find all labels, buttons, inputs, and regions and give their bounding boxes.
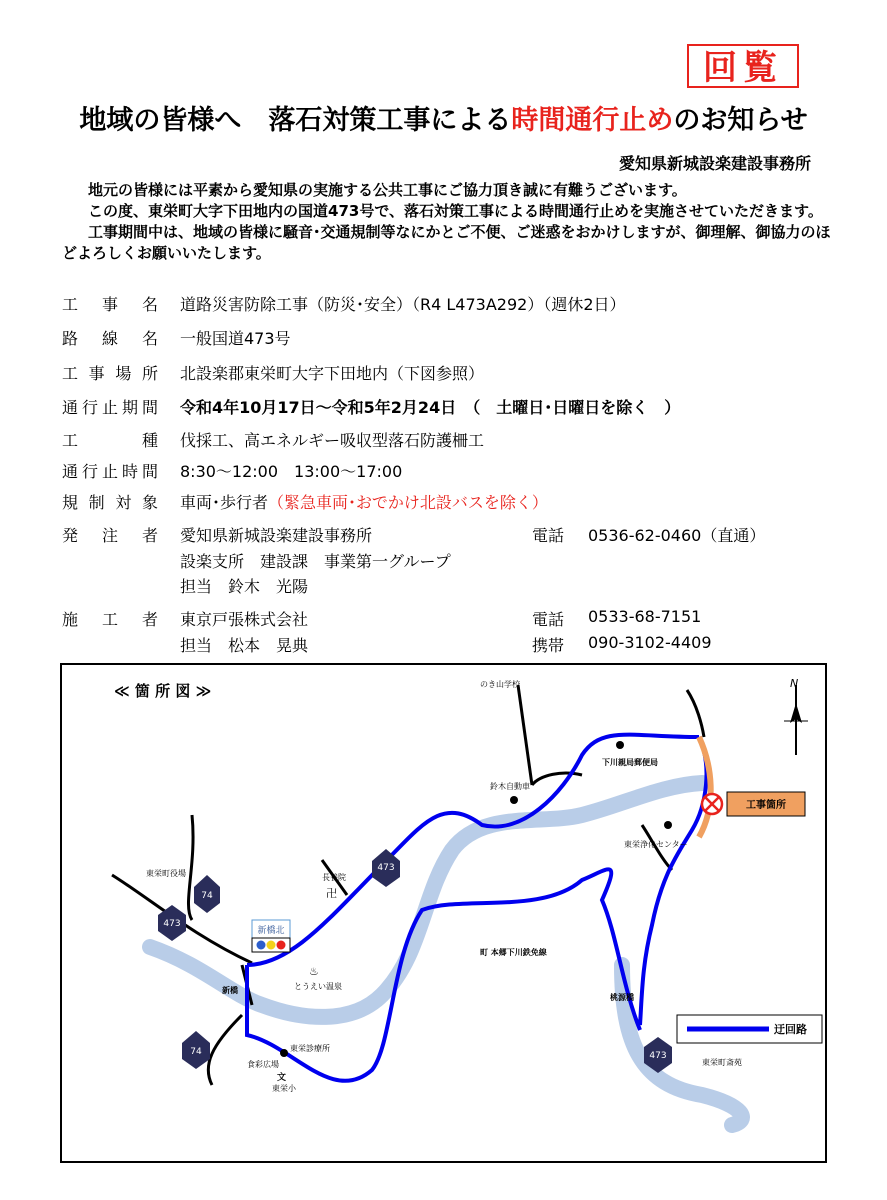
svg-text:74: 74 (190, 1047, 202, 1057)
place-label: 新橋 (222, 986, 238, 995)
value-contractor-line: 東京戸張株式会社 (180, 610, 309, 629)
label-client-tel: 電話 (532, 526, 565, 545)
value-closure-time: 8:30～12:00 13:00～17:00 (180, 462, 403, 481)
value-target (180, 490, 548, 513)
post-office-icon (616, 741, 624, 749)
target-exception: （緊急車両･おでかけ北設バスを除く） (268, 493, 548, 512)
place-label: 東栄浄化センター (624, 840, 688, 849)
value-client-tel: 0536-62-0460（直通） (588, 526, 766, 545)
legend-label: 迂回路 (774, 1023, 807, 1036)
place-label: 東栄町斎苑 (702, 1058, 742, 1067)
place-label: のき山学校 (480, 680, 520, 689)
location-map (60, 663, 827, 1163)
value-route: 一般国道473号 (180, 329, 291, 348)
place-label: 下川親局郵便局 (602, 758, 658, 767)
construction-site-label: 工事箇所 (746, 800, 786, 811)
label-work-name: 工事名 (62, 295, 158, 314)
label-contractor-tel: 電話 (532, 610, 565, 629)
place-label: とうえい温泉 (294, 982, 342, 991)
signal-label: 新橋北 (257, 926, 285, 936)
detour-route (247, 735, 706, 1081)
place-label: 町 本郷下川鉄免線 (480, 948, 547, 957)
intro-text (62, 180, 832, 264)
route-74-shield (194, 875, 220, 913)
river (150, 783, 742, 1125)
value-work-name: 道路災害防除工事（防災･安全）（R4 L473A292）（週休2日） (180, 295, 626, 314)
place-label: 長養院 (322, 873, 346, 882)
circulation-stamp: 回覧 (687, 44, 799, 88)
label-site: 工事場所 (62, 364, 158, 383)
svg-text:473: 473 (377, 863, 395, 873)
place-label: 食彩広場 (247, 1060, 279, 1069)
value-contractor-line: 担当 松本 晃典 (180, 636, 309, 655)
map-title: ≪ 箇 所 図 ≫ (114, 682, 212, 700)
value-site: 北設楽郡東栄町大字下田地内（下図参照） (180, 364, 485, 383)
intro-paragraph: 工事期間中は、地域の皆様に騒音･交通規制等なにかとご不便、ご迷惑をおかけしますが、御理解、御協力のほどよろしくお願いいたします。 (62, 223, 831, 262)
label-contractor-mobile: 携帯 (532, 636, 565, 655)
onsen-icon: ♨ (309, 965, 319, 978)
value-work-type: 伐採工、高エネルギー吸収型落石防護柵工 (180, 431, 485, 450)
intro-paragraph: 地元の皆様には平素から愛知県の実施する公共工事にご協力頂き誠に有難うございます。 (88, 181, 687, 199)
label-client: 発注者 (62, 526, 158, 545)
label-route: 路線名 (62, 329, 158, 348)
place-label: 桃源橋 (610, 993, 634, 1002)
issuing-organization: 愛知県新城設楽建設事務所 (618, 154, 811, 173)
value-client-line: 担当 鈴木 光陽 (180, 577, 309, 596)
school-icon: 文 (277, 1073, 287, 1083)
place-label: 東栄診療所 (290, 1044, 330, 1053)
place-dot-icon (280, 1049, 288, 1057)
label-closure-period: 通行止期間 (62, 398, 158, 417)
title-highlight: 時間通行止め (511, 105, 674, 136)
map-svg (62, 665, 825, 1161)
place-label: 東栄小 (272, 1084, 296, 1093)
label-work-type: 工種 (62, 431, 158, 450)
route-473-shield (372, 849, 400, 887)
value-client-line: 設楽支所 建設課 事業第一グループ (180, 552, 451, 571)
target-text: 車両･歩行者 (180, 493, 269, 512)
value-client-line: 愛知県新城設楽建設事務所 (180, 526, 373, 545)
svg-text:473: 473 (649, 1051, 667, 1061)
temple-icon: 卍 (326, 887, 337, 900)
intro-paragraph: この度、東栄町大字下田地内の国道473号で、落石対策工事による時間通行止めを実施させていただきます。 (88, 202, 823, 220)
place-dot-icon (510, 796, 518, 804)
place-label: 東栄町役場 (146, 869, 186, 878)
label-target: 規制対象 (62, 493, 158, 512)
title-part1: 地域の皆様へ 落石対策工事による (79, 105, 512, 136)
value-contractor-tel: 0533-68-7151 (588, 607, 702, 626)
value-closure-period: 令和4年10月17日～令和5年2月24日 （ 土曜日･日曜日を除く ） (180, 398, 681, 417)
place-label: 鈴木自動車 (490, 782, 530, 791)
label-closure-time: 通行止時間 (62, 462, 158, 481)
north-arrow-icon (784, 685, 808, 755)
page-title (0, 98, 887, 137)
value-contractor-mobile: 090-3102-4409 (588, 633, 712, 652)
svg-text:473: 473 (163, 919, 181, 929)
route-74-shield (182, 1031, 210, 1069)
label-contractor: 施工者 (62, 610, 158, 629)
place-dot-icon (664, 821, 672, 829)
north-label: N (790, 677, 799, 690)
svg-text:74: 74 (201, 891, 213, 901)
title-part2: のお知らせ (673, 105, 808, 136)
